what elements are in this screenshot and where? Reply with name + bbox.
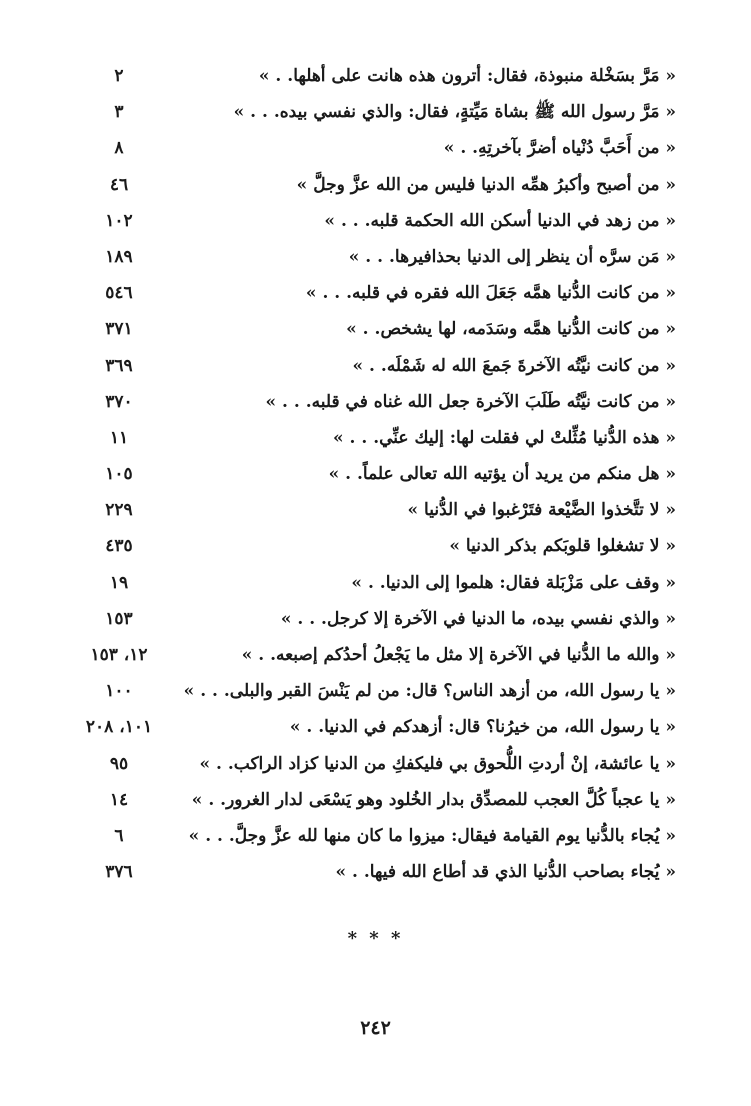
index-entry	[80, 420, 676, 456]
hadith-text: « يُجاء بالدُّنيا يوم القيامة فيقال: ميزوا ما كان منها لله عزَّ وجلَّ. . . »	[188, 825, 676, 846]
hadith-text: « لا تتَّخذوا الضَّيْعة فتَرْغبوا في الدُّنيا »	[407, 500, 676, 521]
hadith-text: « من زهد في الدنيا أسكن الله الحكمة قلبه. . . »	[324, 210, 676, 231]
hadith-text: « وقف على مَزْبَلة فقال: هلموا إلى الدنيا. . »	[351, 572, 676, 593]
page-reference: ١١	[109, 427, 129, 448]
index-entry	[80, 167, 676, 203]
hadith-text: « يا رسول الله، من أزهد الناس؟ قال: من لم يَنْسَ القبر والبلى. . . »	[183, 681, 676, 702]
hadith-index-list	[80, 58, 676, 890]
index-entry	[80, 492, 676, 528]
hadith-text: « مَرَّ بسَخْلة منبوذة، فقال: أترون هذه هانت على أهلها. . »	[258, 66, 676, 86]
index-entry	[80, 709, 676, 745]
page-reference: ١٠٥	[105, 464, 133, 485]
page-reference: ٤٦	[109, 174, 129, 195]
index-entry	[80, 130, 676, 166]
hadith-text: « يا عجباً كُلَّ العجب للمصدِّق بدار الخُلود وهو يَسْعَى لدار الغرور. . »	[191, 789, 676, 810]
page-reference: ١٩	[109, 572, 129, 593]
index-entry	[80, 601, 676, 637]
hadith-text: « هل منكم من يريد أن يؤتيه الله تعالى علماً. . »	[328, 464, 676, 485]
hadith-text: « مَرَّ رسول الله ﷺ بشاة مَيِّتةٍ، فقال: والذي نفسي بيده. . . »	[233, 102, 676, 123]
page-reference: ٣٧٠	[105, 391, 133, 412]
page-reference: ٦	[114, 825, 124, 846]
page-reference: ٨	[114, 138, 124, 159]
hadith-text: « والذي نفسي بيده، ما الدنيا في الآخرة إلا كرجل. . . »	[280, 608, 676, 629]
page-reference: ١٢، ١٥٣	[90, 645, 148, 665]
page-reference: ١٤	[109, 789, 129, 810]
hadith-text: « من كانت الدُّنيا همَّه وسَدَمه، لها يشخص. . »	[346, 319, 676, 340]
section-divider: * * *	[347, 928, 404, 949]
index-entry	[80, 782, 676, 818]
index-entry	[80, 637, 676, 673]
page-reference: ١٠٢	[105, 210, 133, 231]
hadith-text: « من كانت نيَّتُه الآخرةَ جَمعَ الله له شَمْلَه. . »	[352, 355, 676, 376]
page-reference: ١٠٠	[105, 681, 133, 702]
index-entry	[80, 311, 676, 347]
hadith-text: « من أصبح وأكبرُ همِّه الدنيا فليس من الله عزَّ وجلَّ »	[296, 174, 676, 195]
index-entry	[80, 275, 676, 311]
hadith-text: « والله ما الدُّنيا في الآخرة إلا مثل ما يَجْعلُ أحدُكم إصبعه. . »	[241, 645, 676, 665]
hadith-text: « يُجاء بصاحب الدُّنيا الذي قد أطاع الله فيها. . »	[335, 862, 676, 883]
index-entry	[80, 746, 676, 782]
page-reference: ٥٤٦	[105, 283, 133, 304]
page-reference: ٣٦٩	[105, 355, 133, 376]
index-entry	[80, 456, 676, 492]
hadith-text: « من كانت نيَّتُه طَلَبَ الآخرة جعل الله غناه في قلبه. . . »	[265, 391, 676, 412]
index-entry	[80, 239, 676, 275]
index-entry	[80, 528, 676, 564]
hadith-text: « من أَحَبَّ دُنْياه أضرَّ بآخرتِهِ. . »	[443, 138, 676, 159]
index-entry	[80, 818, 676, 854]
page-reference: ١٨٩	[105, 246, 133, 267]
page-reference: ٣٧٦	[105, 862, 133, 883]
hadith-text: « من كانت الدُّنيا همَّه جَعَلَ الله فقره في قلبه. . . »	[305, 283, 676, 304]
index-entry	[80, 565, 676, 601]
index-entry	[80, 203, 676, 239]
index-entry	[80, 854, 676, 890]
hadith-text: « هذه الدُّنيا مُثِّلتْ لي فقلت لها: إليك عنِّي. . . »	[333, 427, 676, 448]
index-entry	[80, 673, 676, 709]
page-reference: ٩٥	[109, 753, 129, 774]
page-reference: ٣٧١	[105, 319, 133, 340]
hadith-text: « يا رسول الله، من خيرُنا؟ قال: أزهدكم في الدنيا. . »	[289, 717, 676, 738]
page-reference: ٢	[114, 66, 124, 86]
index-entry	[80, 384, 676, 420]
page-reference: ٣	[114, 102, 124, 123]
page-reference: ١٠١، ٢٠٨	[85, 717, 153, 738]
index-entry	[80, 94, 676, 130]
index-entry	[80, 58, 676, 94]
hadith-text: « يا عائشة، إنْ أردتِ اللُّحوق بي فليكفكِ من الدنيا كزاد الراكب. . »	[199, 753, 676, 774]
page-reference: ١٥٣	[105, 608, 133, 629]
page-reference: ٢٢٩	[105, 500, 133, 521]
index-entry	[80, 348, 676, 384]
hadith-text: « مَن سرَّه أن ينظر إلى الدنيا بحذافيرها. . . »	[348, 246, 676, 267]
hadith-text: « لا تشغلوا قلوبَكم بذكر الدنيا »	[449, 536, 676, 557]
page-number: ٢٤٢	[360, 1017, 391, 1039]
page-reference: ٤٣٥	[105, 536, 133, 557]
